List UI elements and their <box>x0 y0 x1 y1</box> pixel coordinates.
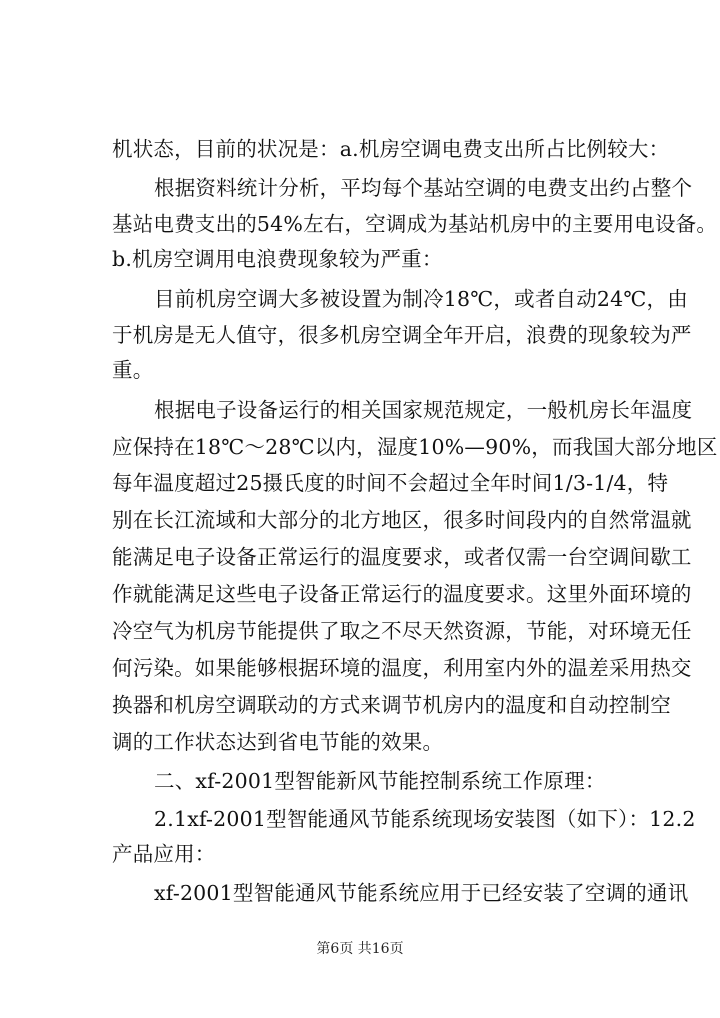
text-line: 换器和机房空调联动的方式来调节机房内的温度和自动控制空 <box>112 693 671 717</box>
section-heading: 二、xf-2001型智能新风节能控制系统工作原理： <box>154 769 606 793</box>
page-number-footer: 第6页 共16页 <box>316 941 404 957</box>
text-line: 何污染。如果能够根据环境的温度，利用室内外的温差采用热交 <box>112 656 692 680</box>
text-line: 调的工作状态达到省电节能的效果。 <box>112 730 444 754</box>
text-line: 重。 <box>112 358 154 382</box>
text-line: 产品应用： <box>112 842 216 866</box>
text-line: xf-2001型智能通风节能系统应用于已经安装了空调的通讯 <box>154 881 689 905</box>
text-line: 基站电费支出的54%左右，空调成为基站机房中的主要用电设备。 <box>112 212 718 236</box>
text-line: b.机房空调用电浪费现象较为严重： <box>112 247 443 271</box>
text-line: 于机房是无人值守，很多机房空调全年开启，浪费的现象较为严 <box>112 323 692 347</box>
text-line: 根据电子设备运行的相关国家规范规定，一般机房长年温度 <box>154 398 693 422</box>
text-line: 每年温度超过25摄氏度的时间不会超过全年时间1/3-1/4，特 <box>112 471 669 495</box>
text-line: 冷空气为机房节能提供了取之不尽天然资源，节能，对环境无任 <box>112 619 692 643</box>
text-line: 别在长江流域和大部分的北方地区，很多时间段内的自然常温就 <box>112 508 692 532</box>
text-line: 目前机房空调大多被设置为制冷18℃，或者自动24℃，由 <box>154 287 688 311</box>
text-line: 应保持在18℃～28℃以内，湿度10%—90%，而我国大部分地区 <box>112 435 718 459</box>
text-line: 2.1xf-2001型智能通风节能系统现场安装图（如下）：12.2 <box>154 807 696 831</box>
text-line: 能满足电子设备正常运行的温度要求，或者仅需一台空调间歇工 <box>112 545 692 569</box>
text-line: 机状态，目前的状况是：a.机房空调电费支出所占比例较大： <box>112 137 670 161</box>
text-line: 作就能满足这些电子设备正常运行的温度要求。这里外面环境的 <box>112 582 692 606</box>
text-line: 根据资料统计分析，平均每个基站空调的电费支出约占整个 <box>154 176 693 200</box>
